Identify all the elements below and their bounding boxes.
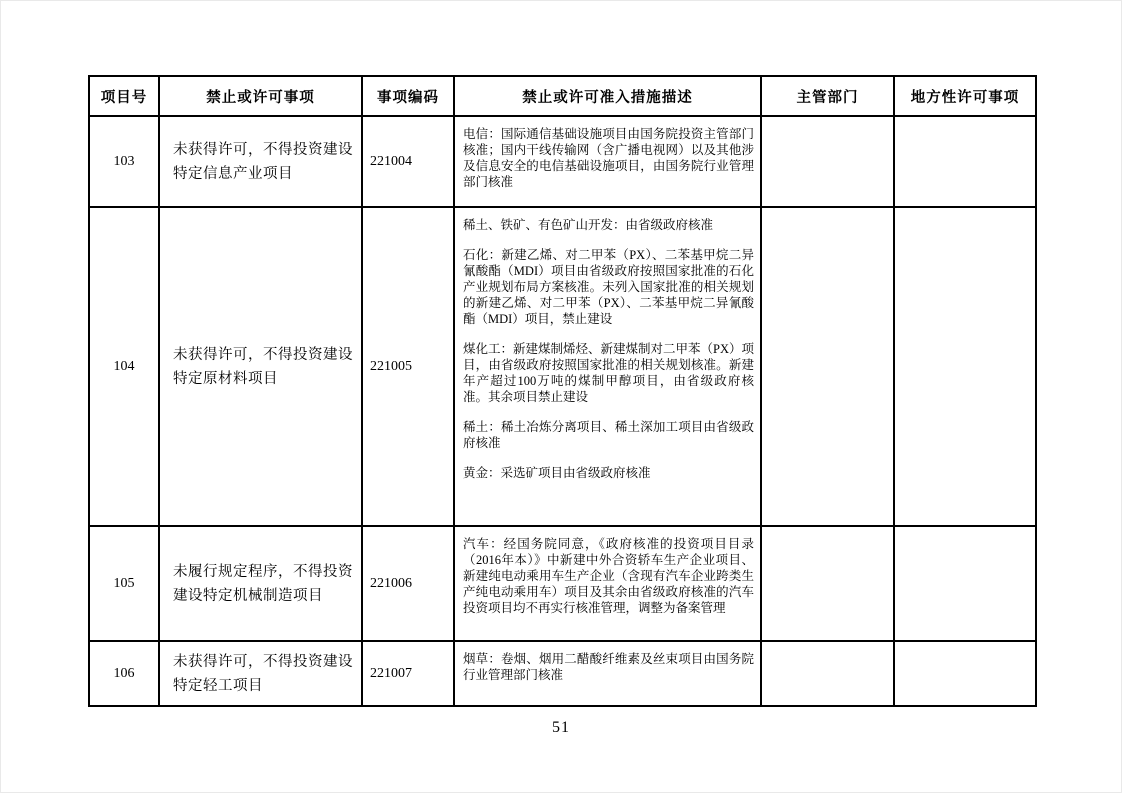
table-body [89, 116, 1036, 706]
column-header: 主管部门 [761, 76, 894, 116]
column-header: 禁止或许可事项 [159, 76, 362, 116]
cell-department [761, 526, 894, 641]
column-header: 项目号 [89, 76, 159, 116]
cell-project-number: 105 [89, 526, 159, 641]
cell-local-item [894, 641, 1036, 706]
page-number: 51 [552, 719, 570, 736]
cell-local-item [894, 116, 1036, 207]
column-header: 禁止或许可准入措施描述 [454, 76, 761, 116]
cell-description [454, 641, 761, 706]
cell-department [761, 641, 894, 706]
cell-item: 未获得许可，不得投资建设特定信息产业项目 [159, 116, 362, 207]
cell-project-number: 103 [89, 116, 159, 207]
cell-description [454, 116, 761, 207]
table-row [89, 207, 1036, 526]
description-paragraph: 黄金：采选矿项目由省级政府核准 [463, 466, 651, 480]
table-row [89, 526, 1036, 641]
cell-local-item [894, 526, 1036, 641]
cell-description [454, 526, 761, 641]
cell-code: 221007 [362, 641, 454, 706]
column-header: 事项编码 [362, 76, 454, 116]
cell-local-item [894, 207, 1036, 526]
description-paragraph: 电信：国际通信基础设施项目由国务院投资主管部门核准；国内干线传输网（含广播电视网）以及其他涉及信息安全的电信基础设施项目，由国务院行业管理部门核准 [463, 127, 754, 189]
cell-item: 未履行规定程序，不得投资建设特定机械制造项目 [159, 526, 362, 641]
cell-code: 221005 [362, 207, 454, 526]
approval-items-table [88, 75, 1037, 707]
description-paragraph: 汽车：经国务院同意，《政府核准的投资项目目录（2016年本）》中新建中外合资轿车生产企业项目、新建纯电动乘用车生产企业（含现有汽车企业跨类生产纯电动乘用车）项目及其余由省级政府核准的汽车投资项目均不再实行核准管理，调整为备案管理 [463, 537, 754, 615]
description-paragraph: 石化：新建乙烯、对二甲苯（PX）、二苯基甲烷二异氰酸酯（MDI）项目由省级政府按照国家批准的石化产业规划布局方案核准。未列入国家批准的相关规划的新建乙烯、对二甲苯（PX）、二苯基甲烷二异氰酸酯（MDI）项目，禁止建设 [463, 248, 754, 326]
cell-department [761, 207, 894, 526]
cell-code: 221004 [362, 116, 454, 207]
header-row [89, 76, 1036, 116]
table-row [89, 116, 1036, 207]
description-paragraph: 稀土、铁矿、有色矿山开发：由省级政府核准 [463, 218, 714, 232]
column-header: 地方性许可事项 [894, 76, 1036, 116]
cell-description [454, 207, 761, 526]
cell-item: 未获得许可，不得投资建设特定原材料项目 [159, 207, 362, 526]
cell-item: 未获得许可，不得投资建设特定轻工项目 [159, 641, 362, 706]
description-paragraph: 稀土：稀土冶炼分离项目、稀土深加工项目由省级政府核准 [463, 420, 754, 450]
cell-project-number: 104 [89, 207, 159, 526]
description-paragraph: 煤化工：新建煤制烯烃、新建煤制对二甲苯（PX）项目，由省级政府按照国家批准的相关规划核准。新建年产超过100万吨的煤制甲醇项目，由省级政府核准。其余项目禁止建设 [463, 342, 754, 404]
table-row [89, 641, 1036, 706]
cell-code: 221006 [362, 526, 454, 641]
cell-project-number: 106 [89, 641, 159, 706]
description-paragraph: 烟草：卷烟、烟用二醋酸纤维素及丝束项目由国务院行业管理部门核准 [463, 652, 754, 682]
cell-department [761, 116, 894, 207]
